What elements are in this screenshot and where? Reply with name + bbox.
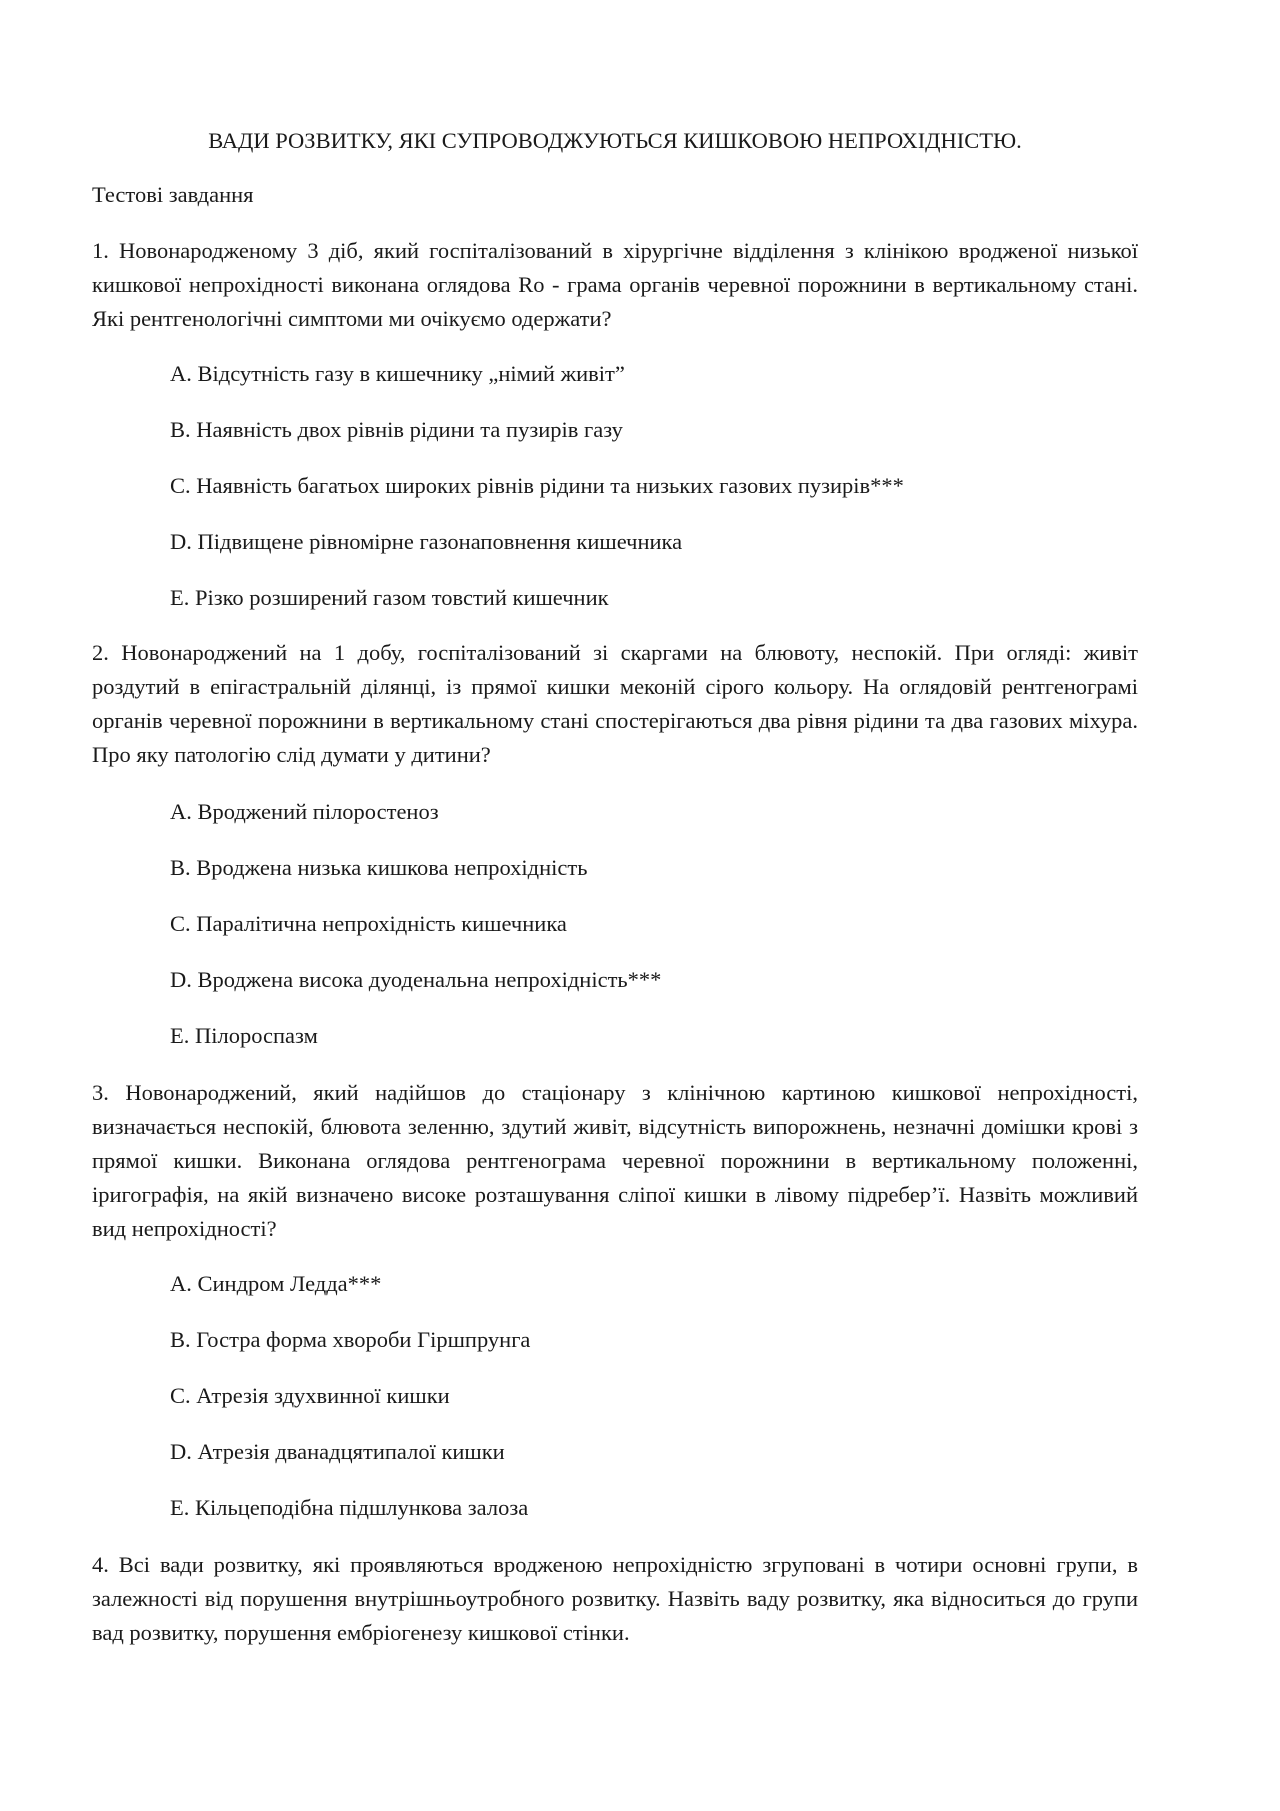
question-2-option-c: C. Паралітична непрохідність кишечника (170, 911, 567, 936)
question-3-option-c: C. Атрезія здухвинної кишки (170, 1383, 450, 1408)
question-2-options (170, 795, 661, 1075)
question-1-option-d: D. Підвищене рівномірне газонаповнення кишечника (170, 529, 683, 554)
question-3-options (170, 1267, 530, 1547)
question-3-option-b: B. Гостра форма хвороби Гіршпрунга (170, 1327, 531, 1352)
question-2-option-a: A. Вроджений пілоростеноз (170, 799, 439, 824)
question-3-option-d: D. Атрезія дванадцятипалої кишки (170, 1439, 505, 1464)
question-1-text: 1. Новонародженому 3 діб, який госпіталізований в хірургічне відділення з клінікою вродженої низької кишкової непрохідності виконана оглядова Ro - грама органів черевної порожнини в вертикальному стані. Які рентгенологічні симптоми ми очікуємо одержати? (92, 238, 1138, 331)
question-1-option-b: B. Наявність двох рівнів рідини та пузирів газу (170, 417, 623, 442)
question-2-option-e: E. Пілороспазм (170, 1023, 318, 1048)
question-2-text: 2. Новонароджений на 1 добу, госпіталізований зі скаргами на блювоту, неспокій. При огляді: живіт роздутий в епігастральній ділянці, із прямої кишки меконій сірого кольору. На оглядовій рентгенограмі органів черевної порожнини в вертикальному стані спостерігаються два рівня рідини та два газових міхура. Про яку патологію слід думати у дитини? (92, 640, 1138, 767)
question-1-option-c: C. Наявність багатьох широких рівнів рідини та низьких газових пузирів*** (170, 473, 904, 498)
question-3-option-a: A. Синдром Ледда*** (170, 1271, 382, 1296)
question-4-text: 4. Всі вади розвитку, які проявляються вродженою непрохідністю згруповані в чотири основні групи, в залежності від порушення внутрішньоутробного розвитку. Назвіть ваду розвитку, яка відноситься до групи вад розвитку, порушення ембріогенезу кишкової стінки. (92, 1552, 1138, 1645)
question-3-text: 3. Новонароджений, який надійшов до стаціонару з клінічною картиною кишкової непрохідності, визначається неспокій, блювота зеленню, здутий живіт, відсутність випорожнень, незначні домішки крові з прямої кишки. Виконана оглядова рентгенограма черевної порожнини в вертикальному положенні, іригографія, на якій визначено високе розташування сліпої кишки в лівому підребер’ї. Назвіть можливий вид непрохідності? (92, 1080, 1138, 1241)
question-3-option-e: E. Кільцеподібна підшлункова залоза (170, 1495, 529, 1520)
question-1-options (170, 357, 904, 637)
question-2-option-d: D. Вроджена висока дуоденальна непрохідність*** (170, 967, 662, 992)
question-1-option-a: A. Відсутність газу в кишечнику „німий живіт” (170, 361, 625, 386)
question-1-option-e: E. Різко розширений газом товстий кишечник (170, 585, 609, 610)
subtitle: Тестові завдання (92, 182, 254, 207)
question-2-option-b: B. Вроджена низька кишкова непрохідність (170, 855, 588, 880)
page-title: ВАДИ РОЗВИТКУ, ЯКІ СУПРОВОДЖУЮТЬСЯ КИШКОВОЮ НЕПРОХІДНІСТЮ. (208, 128, 1022, 153)
